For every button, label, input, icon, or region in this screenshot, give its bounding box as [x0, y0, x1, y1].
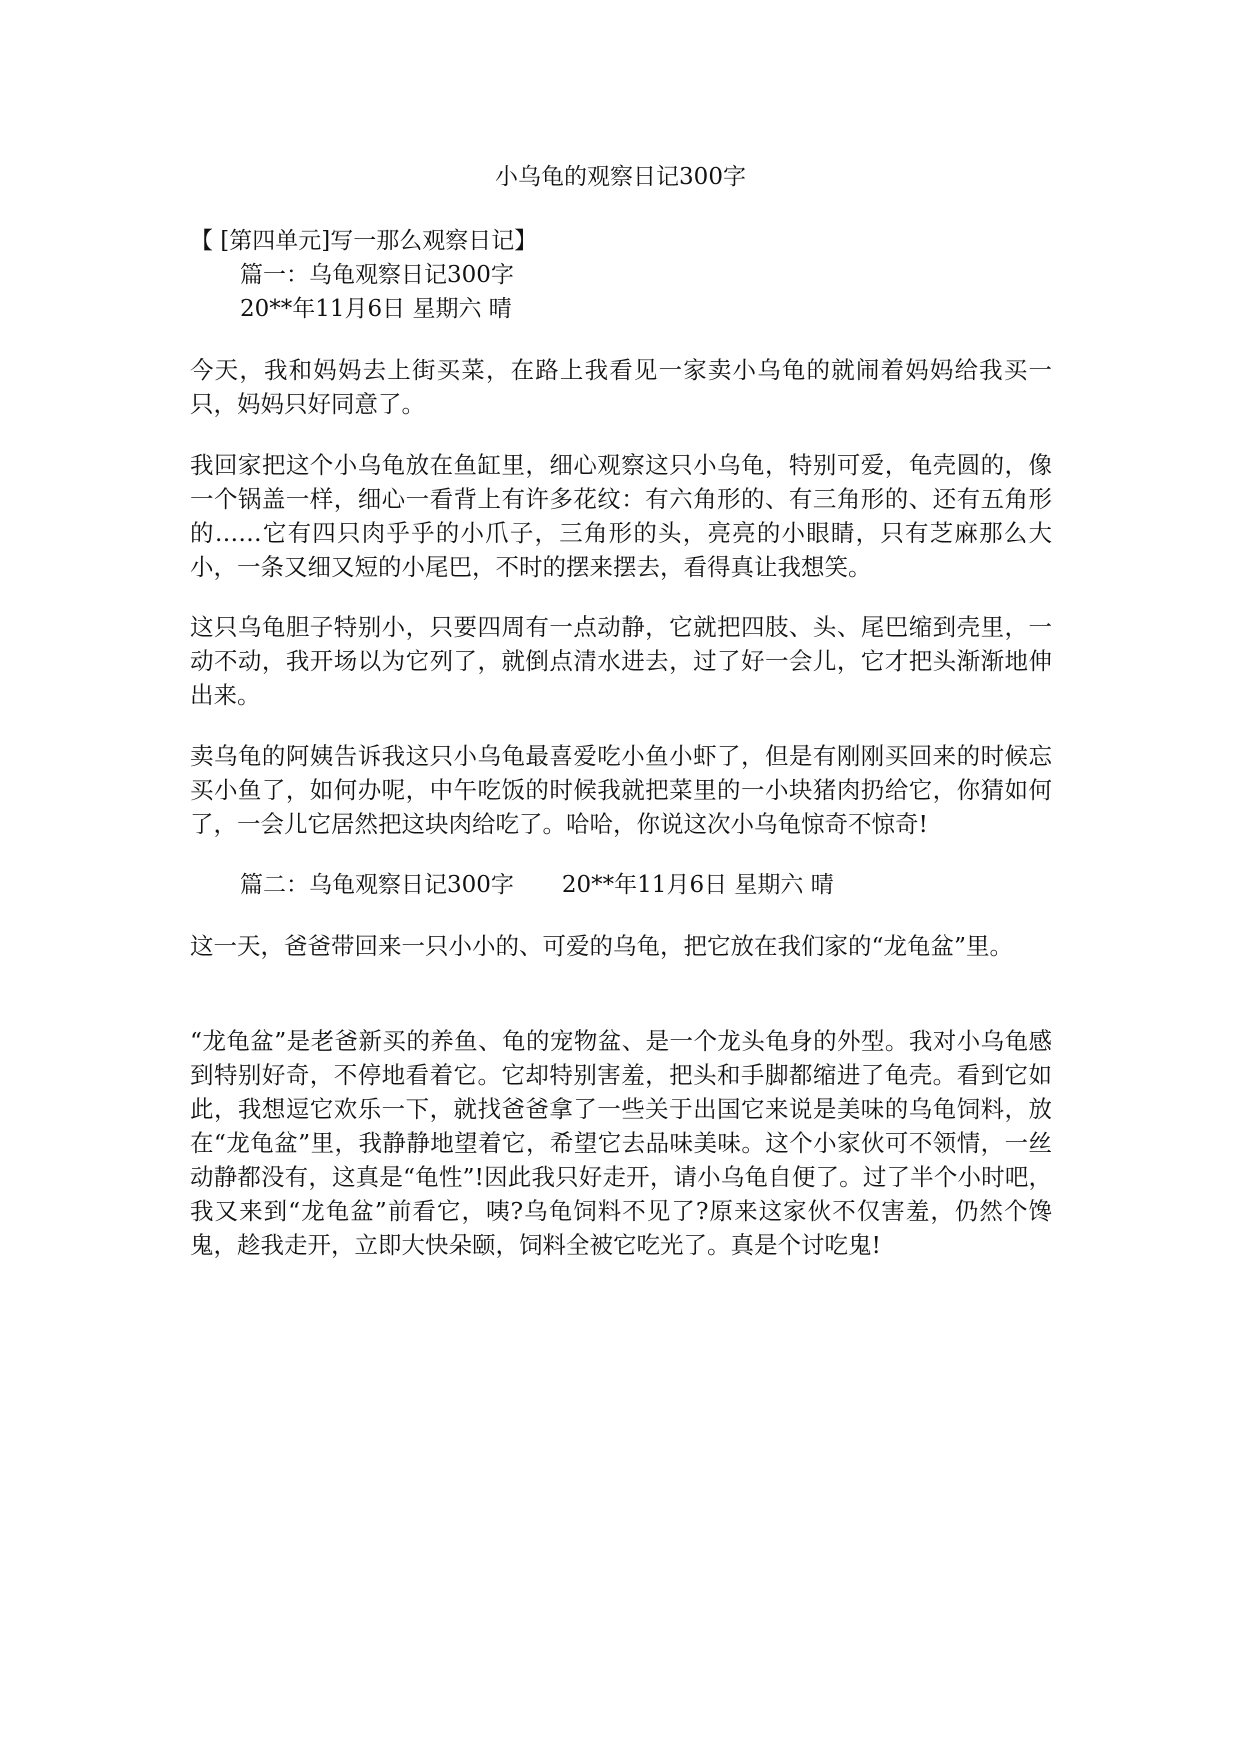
- part1-paragraph: 我回家把这个小乌龟放在鱼缸里，细心观察这只小乌龟，特别可爱，龟壳圆的，像一个锅盖一样，细心一看背上有许多花纹：有六角形的、有三角形的、还有五角形的……它有四只肉乎乎的小爪子，三角形的头，亮亮的小眼睛，只有芝麻那么大小，一条又细又短的小尾巴，不时的摆来摆去，看得真让我想笑。: [190, 451, 1052, 581]
- part1-date: 20**年11月6日 星期六 晴: [240, 296, 512, 322]
- part2-paragraph: “龙龟盆”是老爸新买的养鱼、龟的宠物盆、是一个龙头龟身的外型。我对小乌龟感到特别好奇，不停地看着它。它却特别害羞，把头和手脚都缩进了龟壳。看到它如此，我想逗它欢乐一下，就找爸爸拿了一些关于出国它来说是美味的乌龟饲料，放在“龙龟盆”里，我静静地望着它，希望它去品味美味。这个小家伙可不领情，一丝动静都没有，这真是“龟性”!因此我只好走开，请小乌龟自便了。过了半个小时吧，我又来到“龙龟盆”前看它，咦?乌龟饲料不见了?原来这家伙不仅害羞，仍然个馋鬼，趁我走开，立即大快朵颐，饲料全被它吃光了。真是个讨吃鬼!: [190, 1027, 1052, 1259]
- document-title: 小乌龟的观察日记300字: [495, 164, 746, 190]
- part2-date: 20**年11月6日 星期六 晴: [561, 872, 834, 898]
- part1-paragraph: 卖乌龟的阿姨告诉我这只小乌龟最喜爱吃小鱼小虾了，但是有刚刚买回来的时候忘买小鱼了，如何办呢，中午吃饭的时候我就把菜里的一小块猪肉扔给它，你猜如何了，一会儿它居然把这块肉给吃了。哈哈，你说这次小乌龟惊奇不惊奇!: [190, 742, 1052, 838]
- unit-heading: 【 [第四单元]写一那么观察日记】: [190, 228, 538, 254]
- part2-heading-line: [240, 868, 1100, 902]
- part1-paragraph: 这只乌龟胆子特别小，只要四周有一点动静，它就把四肢、头、尾巴缩到壳里，一动不动，我开场以为它列了，就倒点清水进去，过了好一会儿，它才把头渐渐地伸出来。: [190, 613, 1052, 709]
- part1-heading: 篇一：乌龟观察日记300字: [240, 262, 514, 288]
- part2-heading: 篇二：乌龟观察日记300字: [240, 872, 514, 898]
- part2-paragraph: 这一天，爸爸带回来一只小小的、可爱的乌龟，把它放在我们家的“龙龟盆”里。: [190, 932, 1014, 960]
- part1-paragraph: 今天，我和妈妈去上街买菜，在路上我看见一家卖小乌龟的就闹着妈妈给我买一只，妈妈只好同意了。: [190, 356, 1052, 418]
